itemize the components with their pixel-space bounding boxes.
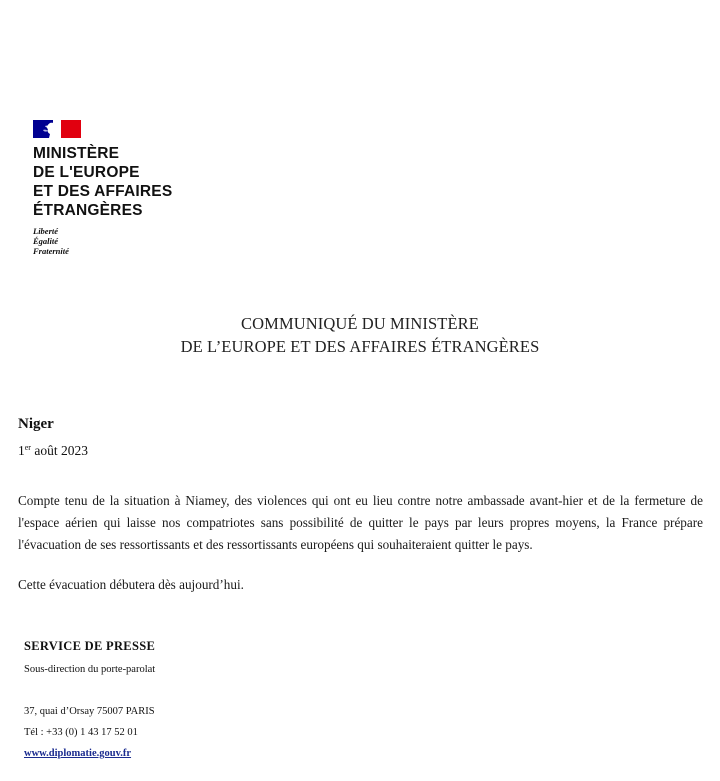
communique-date — [18, 443, 88, 459]
title-line: COMMUNIQUÉ DU MINISTÈRE — [241, 314, 479, 333]
motto-line: Fraternité — [33, 246, 69, 256]
motto-line: Égalité — [33, 236, 59, 246]
date-month-year: août 2023 — [30, 443, 88, 458]
ministry-logo — [33, 120, 233, 256]
press-address: 37, quai d’Orsay 75007 PARIS — [24, 706, 155, 717]
communique-title — [0, 312, 720, 358]
press-service-subtitle: Sous-direction du porte-parolat — [24, 664, 156, 675]
press-service-title: SERVICE DE PRESSE — [24, 639, 156, 653]
ministry-name — [33, 144, 233, 220]
motto-line: Liberté — [33, 226, 59, 236]
ministry-name-line: DE L'EUROPE — [33, 164, 140, 181]
communique-subject: Niger — [18, 416, 54, 432]
press-phone: Tél : +33 (0) 1 43 17 52 01 — [24, 727, 138, 738]
date-day-suffix: er — [24, 443, 31, 452]
body-paragraph: Cette évacuation débutera dès aujourd’hui. — [18, 577, 244, 592]
date-day: 1 — [18, 443, 25, 458]
body-paragraph: Compte tenu de la situation à Niamey, des violences qui ont eu lieu contre notre ambassade avant-hier et de la fermeture de l'espace aérien qui laisse nos compatriotes sans possibilité de quitter le pays par leurs propres moyens, la France prépare l'évacuation de ses ressortissants et des ressortissants européens qui souhaiteraient quitter le pays. — [18, 493, 703, 552]
website-link[interactable]: www.diplomatie.gouv.fr — [24, 748, 132, 759]
title-line: DE L’EUROPE ET DES AFFAIRES ÉTRANGÈRES — [180, 337, 540, 356]
ministry-name-line: ÉTRANGÈRES — [33, 202, 143, 219]
republic-motto — [33, 226, 233, 256]
marianne-flag-icon — [33, 120, 81, 138]
ministry-name-line: ET DES AFFAIRES — [33, 183, 173, 200]
ministry-name-line: MINISTÈRE — [33, 145, 120, 162]
